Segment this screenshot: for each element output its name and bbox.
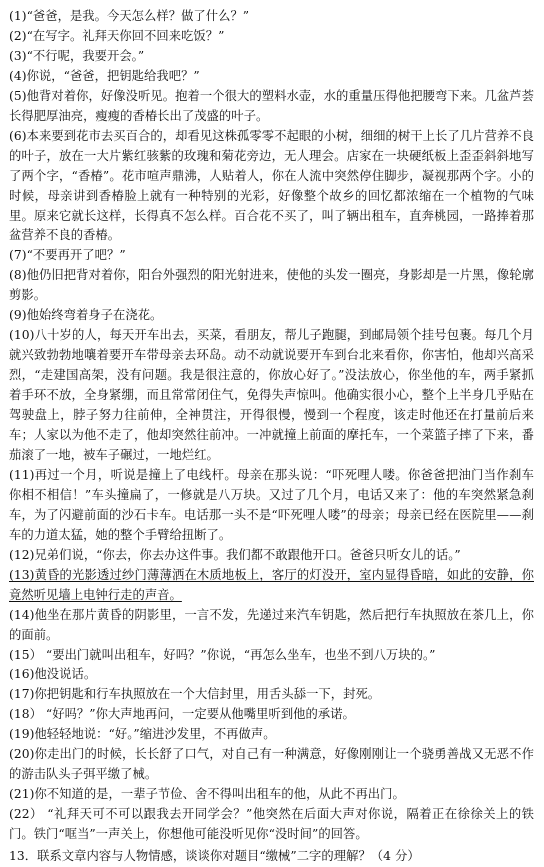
paragraph-7: (7)“不要再开了吧？” bbox=[9, 248, 126, 263]
paragraph-2: (2)“在写字。礼拜天你回不回来吃饭？” bbox=[9, 28, 225, 43]
paragraph-4: (4)你说，“爸爸，把钥匙给我吧？” bbox=[9, 68, 200, 83]
paragraph-1: (1)“爸爸，是我。今天怎么样？做了什么？” bbox=[9, 9, 250, 23]
paragraph-12: (12)兄弟们说，“你去，你去办这件事。我们都不敢跟他开口。爸爸只听女儿的话。” bbox=[9, 547, 461, 562]
paragraph-10: (10)八十岁的人，每天开车出去，买菜，看朋友，帮儿子跑腿，到邮局领个挂号包裹。每几个月就兴致勃勃地嚷着要开车带母亲去环岛。动不动就说要开车到台北来看你，你害怕，他却兴高采烈，“走建国高架，没有问题。我是很注意的，你放心好了。”没法放心，你坐他的车，两手紧抓着手环不放，全身紧绷，而且常常闭住气，免得失声惊叫。他确实很小心，整个上半身几乎贴在驾驶盘上，脖子努力往前伸，全神贯注，开得很慢，慢到一个程度，该走时他还在打量前后来车；人家以为他不走了，他却突然往前冲。一冲就撞上前面的摩托车，一个菜篮子摔了下来，番茄滚了一地，被车子碾过，一地烂红。 bbox=[9, 328, 534, 462]
paragraph-22: (22） “礼拜天可不可以跟我去开同学会？”他突然在后面大声对你说，隔着正在徐徐关上的铁门。铁门“哐当”一声关上，你想他可能没听见你“没时间”的回答。 bbox=[9, 807, 534, 842]
paragraph-8: (8)他仍旧把背对着你，阳台外强烈的阳光射进来，使他的头发一圈亮，身影却是一片黑，像轮廓剪影。 bbox=[9, 268, 534, 303]
paragraph-11: (11)再过一个月，听说是撞上了电线杆。母亲在那头说：“吓死哩人喽。你爸爸把油门当作刹车你相不相信！”车头撞扁了，一修就是八万块。又过了几个月，电话又来了：他的车突然紧急刹车，为了闪避前面的沙石卡车。电话那一头不是“吓死哩人喽”的母亲；母亲已经在医院里——刹车的力道太猛，她的整个手臂给扭断了。 bbox=[9, 467, 534, 542]
question-13: 13．联系文章内容与人物情感，谈谈你对题目“缴械”二字的理解？（4 分） bbox=[9, 849, 420, 864]
paragraph-6: (6)本来要到花市去买百合的，却看见这株孤零零不起眼的小树，细细的树干上长了几片营养不良的叶子，放在一大片紫红骇紫的玫瑰和菊花旁边，无人理会。店家在一块硬纸板上歪歪斜斜地写了两个字，“香椿”。花市喧声鼎沸，人贴着人，你在人流中突然停住脚步，凝视那两个字。小的时候，母亲讲到香椿脸上就有一种特别的光彩，好像整个故乡的回忆都浓缩在一个植物的气味里。原来它就长这样，长得真不怎么样。百合花不买了，叫了辆出租车，直奔桃园，一路捧着那盆营养不良的香椿。 bbox=[9, 128, 534, 243]
paragraph-9: (9)他始终弯着身子在浇花。 bbox=[9, 308, 163, 323]
paragraph-15: (15） “要出门就叫出租车，好吗？”你说，“再怎么坐车，也坐不到八万块的。” bbox=[9, 647, 436, 662]
paragraph-16: (16)他没说话。 bbox=[9, 667, 97, 682]
paragraph-5: (5)他背对着你，好像没听见。抱着一个很大的塑料水壶，水的重量压得他把腰弯下来。几盆芦荟长得肥厚油亮，瘦瘦的香椿长出了茂盛的叶子。 bbox=[9, 88, 534, 123]
paragraph-13-underlined: (13)黄昏的光影透过纱门薄薄洒在木质地板上，客厅的灯没开，室内显得昏暗，如此的安静，你竟然听见墙上电钟行走的声音。 bbox=[9, 567, 534, 602]
paragraph-14: (14)他坐在那片黄昏的阴影里，一言不发，先递过来汽车钥匙，然后把行车执照放在茶几上，你的面前。 bbox=[9, 607, 534, 642]
paragraph-18: (18） “好吗？”你大声地再问，一定要从他嘴里听到他的承诺。 bbox=[9, 707, 355, 722]
paragraph-19: (19)他轻轻地说：“好。”缩进沙发里，不再做声。 bbox=[9, 727, 276, 742]
paragraph-21: (21)你不知道的是，一辈子节俭、舍不得叫出租车的他，从此不再出门。 bbox=[9, 787, 405, 802]
paragraph-3: (3)“不行呢，我要开会。” bbox=[9, 48, 145, 63]
paragraph-20: (20)你走出门的时候，长长舒了口气，对自己有一种满意，好像刚刚让一个骁勇善战又无恶不作的游击队头子弭平缴了械。 bbox=[9, 747, 534, 782]
paragraph-17: (17)你把钥匙和行车执照放在一个大信封里，用舌头舔一下，封死。 bbox=[9, 687, 381, 702]
